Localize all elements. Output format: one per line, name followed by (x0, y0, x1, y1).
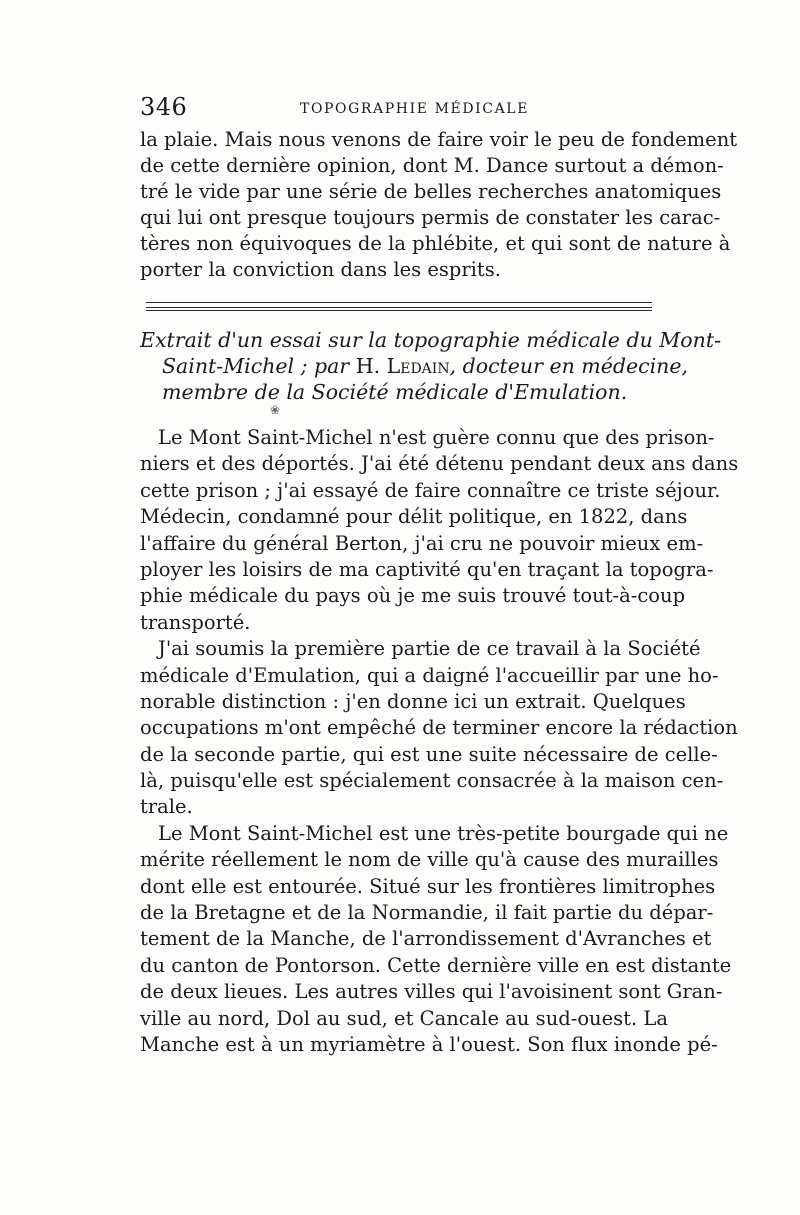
text-line: niers et des déportés. J'ai été détenu pendant deux ans dans (140, 452, 739, 476)
text-line: trale. (140, 795, 193, 819)
text-line: qui lui ont presque toujours permis de constater les carac- (140, 206, 721, 229)
text-line: la plaie. Mais nous venons de faire voir le peu de fondement (140, 128, 738, 151)
section-divider (146, 310, 652, 311)
text-line: phie médicale du pays où je me suis trouvé tout-à-coup (140, 584, 686, 608)
text-line: ployer les loisirs de ma captivité qu'en traçant la topogra- (140, 557, 714, 581)
text-line: norable distinction : j'en donne ici un extrait. Quelques (140, 689, 686, 713)
article-title (140, 327, 721, 405)
title-line-1: Extrait d'un essai sur la topographie médicale du Mont- (140, 328, 721, 352)
text-line: Le Mont Saint-Michel est une très-petite bourgade qui ne (158, 821, 729, 845)
text-line: cette prison ; j'ai essayé de faire connaître ce triste séjour. (140, 478, 721, 502)
text-line: occupations m'ont empêché de terminer encore la rédaction (140, 716, 738, 740)
text-line: tement de la Manche, de l'arrondissement d'Avranches et (140, 927, 712, 951)
text-line: de deux lieues. Les autres villes qui l'avoisinent sont Gran- (140, 980, 723, 1004)
text-line: J'ai soumis la première partie de ce travail à la Société (158, 637, 701, 661)
page-number: 346 (140, 93, 188, 121)
text-line: là, puisqu'elle est spécialement consacrée à la maison cen- (140, 769, 724, 793)
author-name: H. Ledain (355, 354, 450, 378)
text-line: porter la conviction dans les esprits. (140, 258, 501, 281)
text-line: Le Mont Saint-Michel n'est guère connu que des prison- (158, 426, 715, 449)
text-line: tères non équivoques de la phlébite, et qui sont de nature à (140, 232, 731, 255)
text-line: transporté. (140, 610, 251, 634)
text-line: ville au nord, Dol au sud, et Cancale au sud-ouest. La (140, 1006, 668, 1030)
title-line-2 (140, 353, 689, 379)
title-line-2-end: , docteur en médecine, (449, 354, 689, 378)
article-body (140, 425, 739, 1058)
paragraph-continued (140, 127, 738, 283)
text-line: dont elle est entourée. Situé sur les frontières limitrophes (140, 874, 716, 898)
ornament-icon: ❀ (270, 403, 281, 417)
text-line: de la seconde partie, qui est une suite nécessaire de celle- (140, 742, 718, 766)
text-line: de cette dernière opinion, dont M. Dance surtout a démon- (140, 154, 724, 177)
section-divider (146, 302, 652, 303)
text-line: de la Bretagne et de la Normandie, il fait partie du dépar- (140, 901, 714, 925)
text-line: l'affaire du général Berton, j'ai cru ne pouvoir mieux em- (140, 531, 704, 555)
text-line: tré le vide par une série de belles recherches anatomiques (140, 180, 722, 203)
text-line: du canton de Pontorson. Cette dernière ville en est distante (140, 953, 732, 977)
text-line: Manche est à un myriamètre à l'ouest. Son flux inonde pé- (140, 1032, 718, 1056)
running-head (140, 93, 660, 127)
text-line: mérite réellement le nom de ville qu'à cause des murailles (140, 848, 719, 872)
text-line: Médecin, condamné pour délit politique, en 1822, dans (140, 505, 688, 529)
text-line: médicale d'Emulation, qui a daigné l'accueillir par une ho- (140, 663, 719, 687)
running-title: TOPOGRAPHIE MÉDICALE (300, 101, 530, 117)
title-line-2-start: Saint-Michel ; par (162, 354, 356, 378)
section-divider (146, 307, 652, 308)
title-line-3: membre de la Société médicale d'Emulation. (162, 380, 628, 404)
